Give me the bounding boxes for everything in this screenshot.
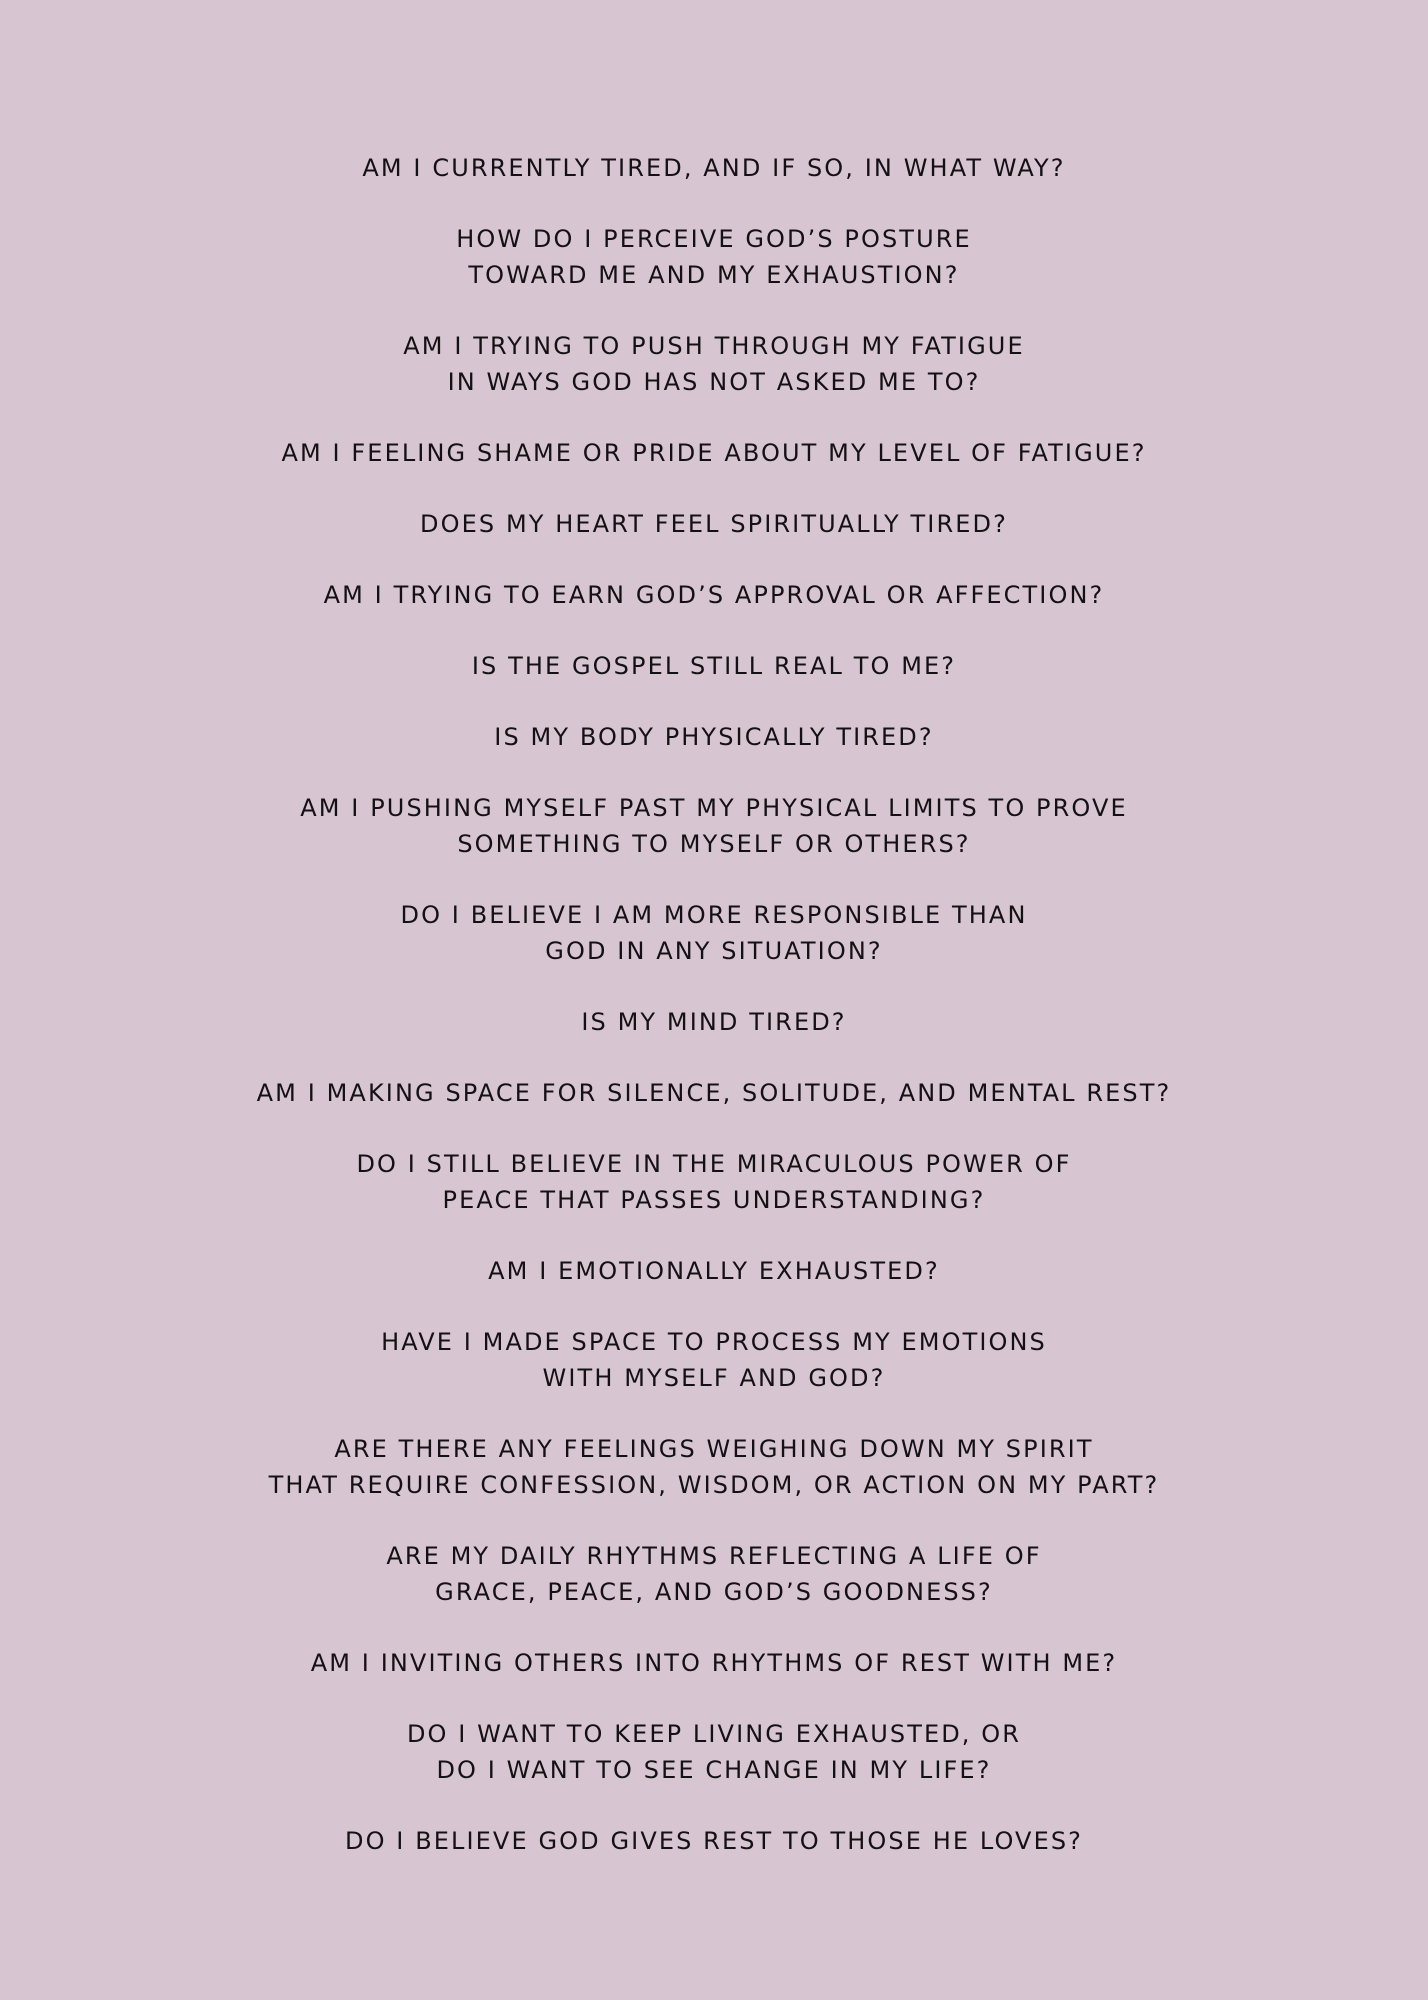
question-line: AM I FEELING SHAME OR PRIDE ABOUT MY LEVEL OF FATIGUE? (281, 439, 1147, 467)
question-line: DOES MY HEART FEEL SPIRITUALLY TIRED? (420, 510, 1008, 538)
question-line: DO I BELIEVE GOD GIVES REST TO THOSE HE LOVES? (344, 1827, 1084, 1855)
question-item (0, 1538, 1428, 1610)
question-list (0, 150, 1428, 1859)
question-line: GRACE, PEACE, AND GOD’S GOODNESS? (435, 1578, 993, 1606)
question-line: HOW DO I PERCEIVE GOD’S POSTURE (456, 225, 972, 253)
question-item (0, 577, 1428, 613)
question-line: AM I MAKING SPACE FOR SILENCE, SOLITUDE, AND MENTAL REST? (256, 1079, 1172, 1107)
question-line: GOD IN ANY SITUATION? (545, 937, 883, 965)
question-line: IS MY MIND TIRED? (581, 1008, 847, 1036)
question-item (0, 1431, 1428, 1503)
question-item (0, 221, 1428, 293)
question-item (0, 1004, 1428, 1040)
question-item (0, 328, 1428, 400)
question-line: AM I PUSHING MYSELF PAST MY PHYSICAL LIMITS TO PROVE (300, 794, 1128, 822)
question-item (0, 1253, 1428, 1289)
question-item (0, 1324, 1428, 1396)
question-item (0, 435, 1428, 471)
question-line: DO I STILL BELIEVE IN THE MIRACULOUS POWER OF (356, 1150, 1072, 1178)
question-line: TOWARD ME AND MY EXHAUSTION? (468, 261, 960, 289)
question-item (0, 648, 1428, 684)
question-item (0, 150, 1428, 186)
question-line: AM I INVITING OTHERS INTO RHYTHMS OF REST WITH ME? (310, 1649, 1118, 1677)
question-line: AM I TRYING TO PUSH THROUGH MY FATIGUE (403, 332, 1025, 360)
question-line: SOMETHING TO MYSELF OR OTHERS? (457, 830, 971, 858)
question-line: THAT REQUIRE CONFESSION, WISDOM, OR ACTION ON MY PART? (268, 1471, 1160, 1499)
question-item (0, 506, 1428, 542)
question-item (0, 719, 1428, 755)
question-item (0, 1645, 1428, 1681)
question-line: IS THE GOSPEL STILL REAL TO ME? (471, 652, 957, 680)
question-line: HAVE I MADE SPACE TO PROCESS MY EMOTIONS (381, 1328, 1047, 1356)
question-line: PEACE THAT PASSES UNDERSTANDING? (442, 1186, 986, 1214)
question-line: ARE MY DAILY RHYTHMS REFLECTING A LIFE OF (386, 1542, 1042, 1570)
question-item (0, 1716, 1428, 1788)
question-line: AM I TRYING TO EARN GOD’S APPROVAL OR AFFECTION? (323, 581, 1105, 609)
question-line: DO I WANT TO KEEP LIVING EXHAUSTED, OR (406, 1720, 1022, 1748)
question-item (0, 897, 1428, 969)
question-line: AM I CURRENTLY TIRED, AND IF SO, IN WHAT WAY? (362, 154, 1066, 182)
question-line: ARE THERE ANY FEELINGS WEIGHING DOWN MY SPIRIT (334, 1435, 1094, 1463)
question-item (0, 1823, 1428, 1859)
question-line: WITH MYSELF AND GOD? (542, 1364, 886, 1392)
question-line: IS MY BODY PHYSICALLY TIRED? (494, 723, 934, 751)
question-line: DO I WANT TO SEE CHANGE IN MY LIFE? (436, 1756, 992, 1784)
question-line: AM I EMOTIONALLY EXHAUSTED? (488, 1257, 940, 1285)
question-line: IN WAYS GOD HAS NOT ASKED ME TO? (447, 368, 981, 396)
question-line: DO I BELIEVE I AM MORE RESPONSIBLE THAN (400, 901, 1028, 929)
question-item (0, 1146, 1428, 1218)
question-item (0, 1075, 1428, 1111)
question-item (0, 790, 1428, 862)
